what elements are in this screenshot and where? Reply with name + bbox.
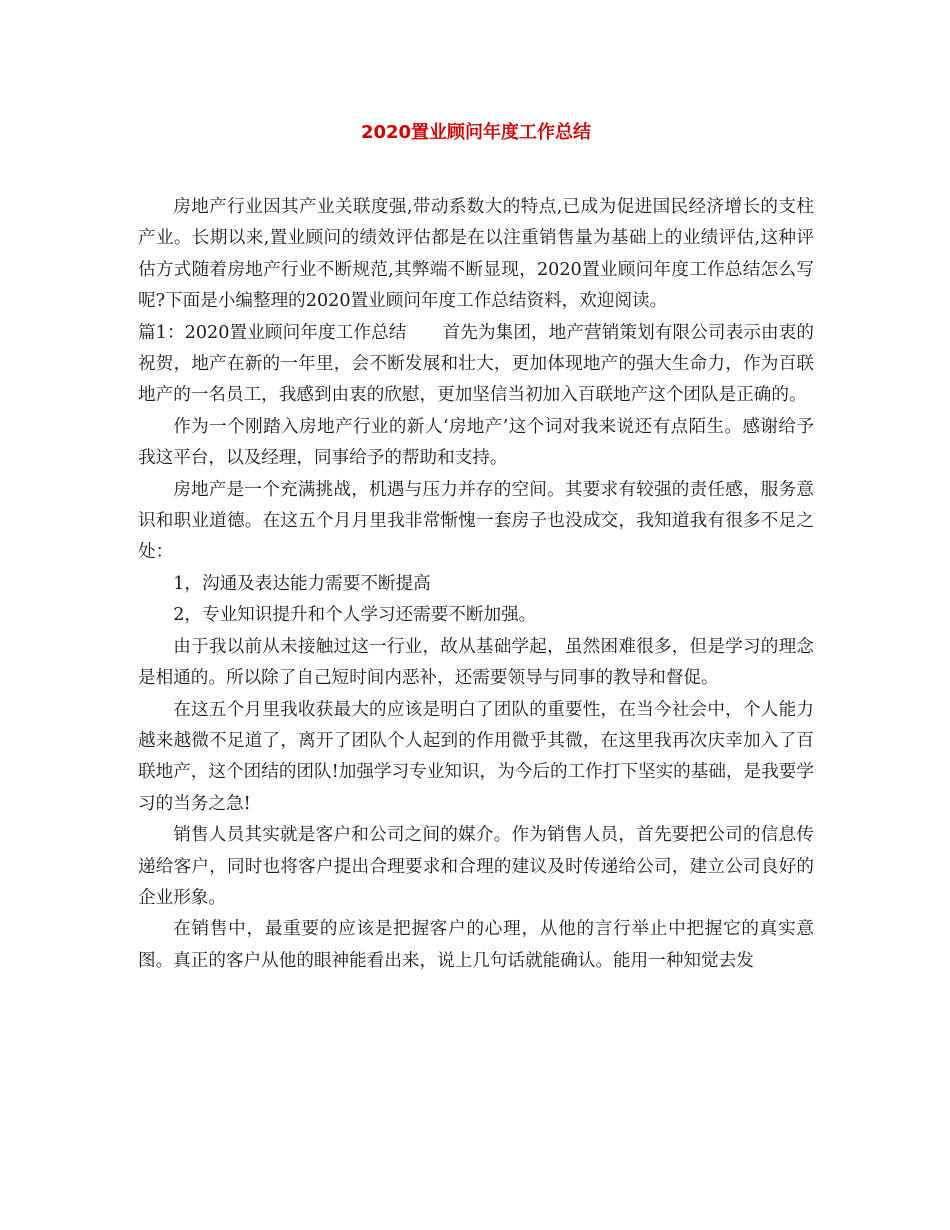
list-item: 1，沟通及表达能力需要不断提高: [173, 573, 431, 594]
body-paragraph: 在这五个月里我收获最大的应该是明白了团队的重要性，在当今社会中，个人能力越来越微不足道了，离开了团队个人起到的作用微乎其微，在这里我再次庆幸加入了百联地产，这个团结的团队!加强学习专业知识，为今后的工作打下坚实的基础，是我要学习的当务之急!: [138, 699, 814, 814]
document-title: 2020置业顾问年度工作总结: [360, 122, 592, 143]
section-lead: 首先为集团，地产营销策划有限公司表示由衷的祝贺，地产在新的一年里，会不断发展和壮大，更加体现地产的强大生命力，作为百联地产的一名员工，我感到由衷的欣慰，更加坚信当初加入百联地产这个团队是正确的。: [138, 322, 814, 406]
section-heading: 篇1：2020置业顾问年度工作总结: [138, 322, 407, 343]
section-paragraph: [138, 318, 814, 412]
body-paragraph: 作为一个刚踏入房地产行业的新人‘房地产’这个词对我来说还有点陌生。感谢给予我这平台，以及经理，同事给予的帮助和支持。: [138, 416, 814, 469]
body-paragraph: 房地产是一个充满挑战，机遇与压力并存的空间。其要求有较强的责任感，服务意识和职业道德。在这五个月月里我非常惭愧一套房子也没成交，我知道我有很多不足之处：: [138, 479, 814, 563]
body-paragraph: 销售人员其实就是客户和公司之间的媒介。作为销售人员，首先要把公司的信息传递给客户，同时也将客户提出合理要求和合理的建议及时传递给公司，建立公司良好的企业形象。: [138, 825, 814, 908]
list-item: 2，专业知识提升和个人学习还需要不断加强。: [173, 605, 537, 626]
document-page: [138, 120, 814, 977]
intro-paragraph: 房地产行业因其产业关联度强,带动系数大的特点,已成为促进国民经济增长的支柱产业。长期以来,置业顾问的绩效评估都是在以注重销售量为基础上的业绩评估,这种评估方式随着房地产行业不断规范,其弊端不断显现，2020置业顾问年度工作总结怎么写呢?下面是小编整理的2020置业顾问年度工作总结资料，欢迎阅读。: [138, 197, 814, 312]
document-body: [138, 192, 814, 977]
body-paragraph: 由于我以前从未接触过这一行业，故从基础学起，虽然困难很多，但是学习的理念是相通的。所以除了自己短时间内恶补，还需要领导与同事的教导和督促。: [138, 636, 814, 689]
body-paragraph: 在销售中，最重要的应该是把握客户的心理，从他的言行举止中把握它的真实意图。真正的客户从他的眼神能看出来，说上几句话就能确认。能用一种知觉去发: [138, 919, 814, 971]
